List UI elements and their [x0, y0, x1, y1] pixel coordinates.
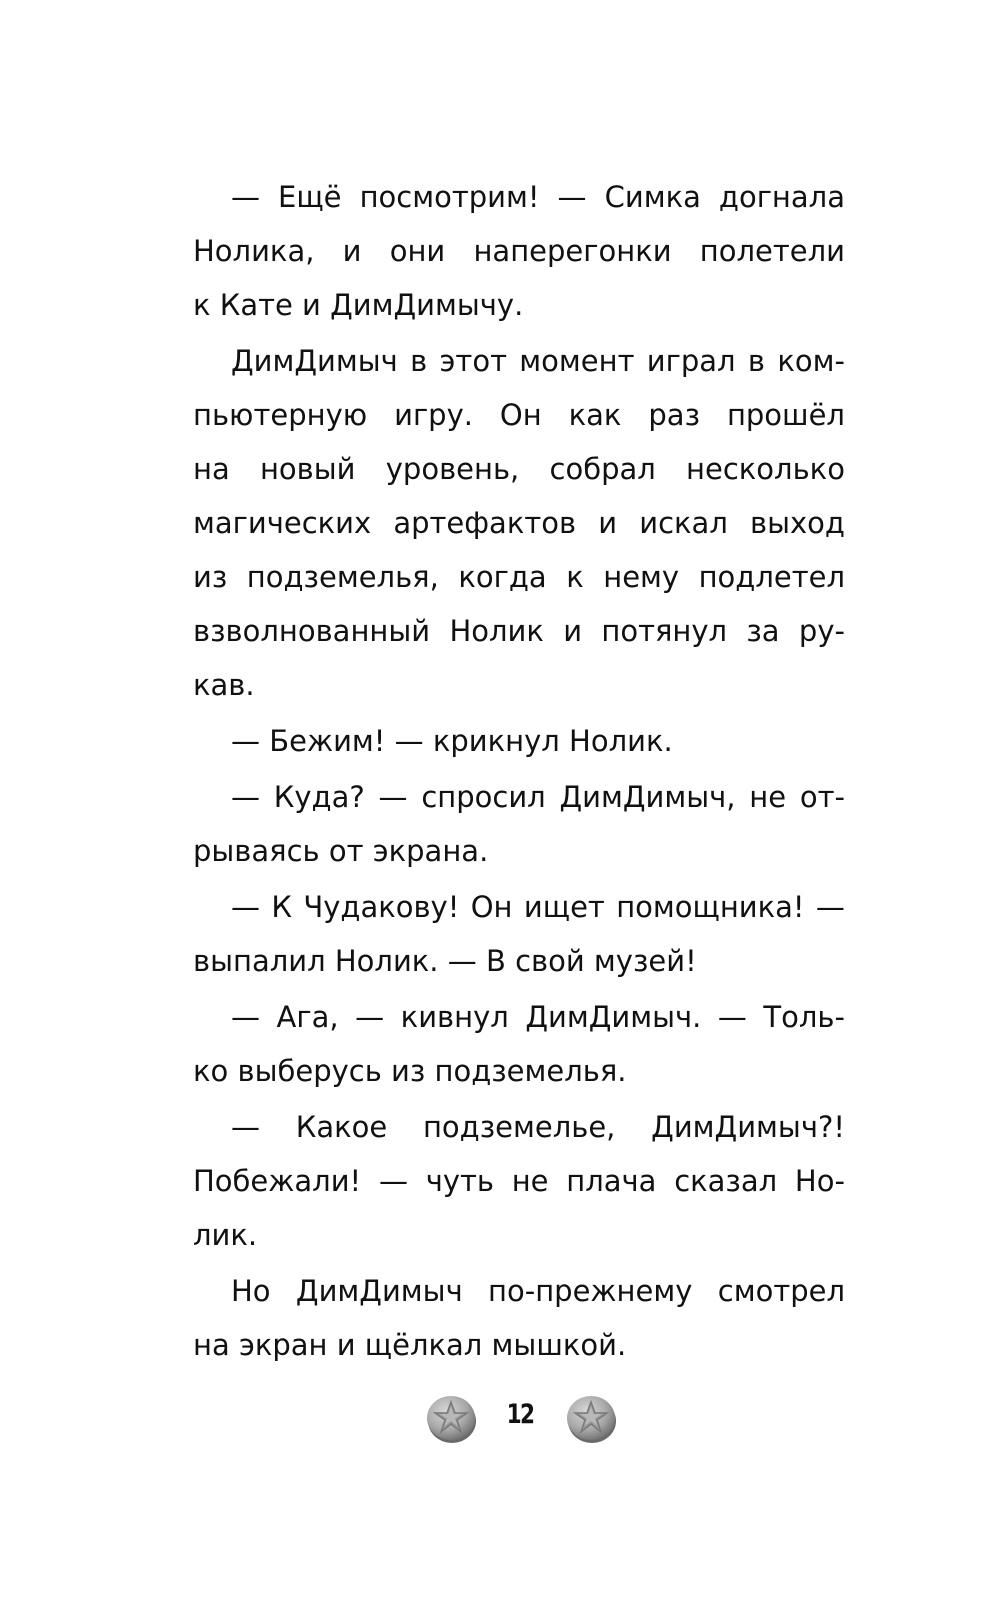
text-line: магических артефактов и искал выход	[193, 506, 845, 540]
text-line: — Бежим! — крикнул Нолик.	[231, 724, 673, 758]
text-line: — Ага, — кивнул ДимДимыч. — Толь-	[231, 1000, 845, 1034]
text-line: — Ещё посмотрим! — Симка догнала	[231, 180, 845, 214]
paragraph	[193, 170, 845, 332]
paragraph	[193, 1100, 845, 1262]
paragraph	[193, 1264, 845, 1372]
text-line: Побежали! — чуть не плача сказал Но-	[193, 1164, 845, 1198]
text-line: — К Чудакову! Он ищет помощника! —	[231, 890, 845, 924]
star-coin-icon	[566, 1393, 618, 1445]
text-line: пьютерную игру. Он как раз прошёл	[193, 398, 845, 432]
text-line: Но ДимДимыч по-прежнему смотрел	[231, 1274, 845, 1308]
text-line: ко выберусь из подземелья.	[193, 1054, 627, 1088]
text-line: из подземелья, когда к нему подлетел	[193, 560, 845, 594]
text-line: к Кате и ДимДимычу.	[193, 288, 524, 322]
text-line: выпалил Нолик. — В свой музей!	[193, 944, 697, 978]
text-line: кав.	[193, 668, 255, 702]
paragraph	[193, 770, 845, 878]
page-number: 12	[506, 1399, 534, 1430]
text-line: — Куда? — спросил ДимДимыч, не от-	[231, 780, 845, 814]
paragraph	[193, 714, 845, 768]
body-text	[193, 170, 845, 1372]
paragraph	[193, 880, 845, 988]
paragraph	[193, 990, 845, 1098]
paragraph	[193, 334, 845, 712]
text-line: лик.	[193, 1218, 258, 1252]
text-line: рываясь от экрана.	[193, 834, 489, 868]
text-line: на экран и щёлкал мышкой.	[193, 1328, 627, 1362]
text-line: ДимДимыч в этот момент играл в ком-	[231, 344, 845, 378]
star-coin-icon	[426, 1393, 478, 1445]
text-line: на новый уровень, собрал несколько	[193, 452, 845, 486]
text-line: Нолика, и они наперегонки полетели	[193, 234, 845, 268]
page-footer	[0, 1393, 1000, 1453]
text-line: взволнованный Нолик и потянул за ру-	[193, 614, 845, 648]
text-line: — Какое подземелье, ДимДимыч?!	[231, 1110, 845, 1144]
